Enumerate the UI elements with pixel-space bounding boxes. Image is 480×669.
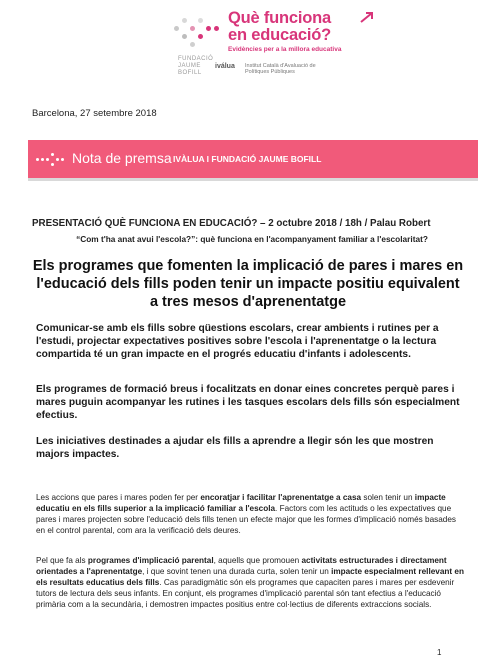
logo-title: Què funciona en educació?: [228, 9, 332, 44]
body-paragraph-2: Pel que fa als programes d'implicació parental, aquells que promouen activitats estructurades i directament orientades a l'aprenentatge, i que sovint tenen una durada curta, solen tenir un impacte especialment rellevant en els resultats educatius dels fills. Cas paradigmàtic són els programes que capaciten pares i mares per esdevenir tutors de lectura dels seus infants. En conjunt, els programes d'implicació parental són tant efectius a l'educació primària com a la secundària, i demostren impactes positius entre col·lectius de diferents extraccions socials.: [36, 556, 464, 609]
lead-paragraph-3: Les iniciatives destinades a ajudar els fills a aprendre a llegir són les que mostren majors impactes.: [36, 436, 434, 460]
press-date: Barcelona, 27 setembre 2018: [32, 108, 157, 119]
dots-icon: [36, 153, 66, 165]
lead-paragraph-1: Comunicar-se amb els fills sobre qüestions escolars, crear ambients i rutines per a l'estudi, projectar expectatives positives sobre l'escola i l'aprenentatge o la lectura compartida té un gran impacte en el progrés educatiu d'infants i adolescents.: [36, 323, 439, 360]
ivalua-subtitle: Institut Català d'Avaluació de Polítiques Públiques: [245, 63, 316, 75]
body-paragraph-1: Les accions que pares i mares poden fer per encoratjar i facilitar l'aprenentatge a casa solen tenir un impacte educatiu en els fills superior a la implicació familiar a l'escola. Factors com les actituds o les expectatives que pares i mares projecten sobre l'educació dels fills tenen un efecte major que les formes d'implicació només basades en el control parental, com ara la verificació dels deures.: [36, 493, 456, 535]
page-number: 1: [437, 648, 442, 657]
que-funciona-logo-icon: [174, 12, 234, 50]
banner-subtitle: IVÀLUA I FUNDACIÓ JAUME BOFILL: [173, 154, 322, 164]
ivalua-logo: iválua: [215, 63, 235, 70]
banner-title: Nota de premsa: [72, 150, 172, 166]
banner-shadow: [28, 178, 478, 181]
presentation-line: PRESENTACIÓ QUÈ FUNCIONA EN EDUCACIÓ? – 2 octubre 2018 / 18h / Palau Robert: [32, 218, 431, 229]
lead-paragraph-2: Els programes de formació breus i focalitzats en donar eines concretes perquè pares i mares puguin acompanyar les rutines i les tasques escolars dels fills són especialment efectius.: [36, 384, 460, 421]
bofill-logo: FUNDACIÓ JAUME BOFILL: [178, 56, 214, 76]
presentation-subline: “Com t'ha anat avui l'escola?”: què funciona en l'acompanyament familiar a l'escolaritat?: [76, 234, 428, 244]
press-release-banner: [28, 140, 478, 178]
arrow-icon: [360, 11, 374, 23]
logo-subtitle: Evidències per a la millora educativa: [228, 46, 342, 53]
header-logos: [170, 8, 470, 88]
headline: Els programes que fomenten la implicació de pares i mares en l'educació dels fills poden tenir un impacte positiu equivalent a tres mesos d'aprenentatge: [32, 258, 464, 310]
